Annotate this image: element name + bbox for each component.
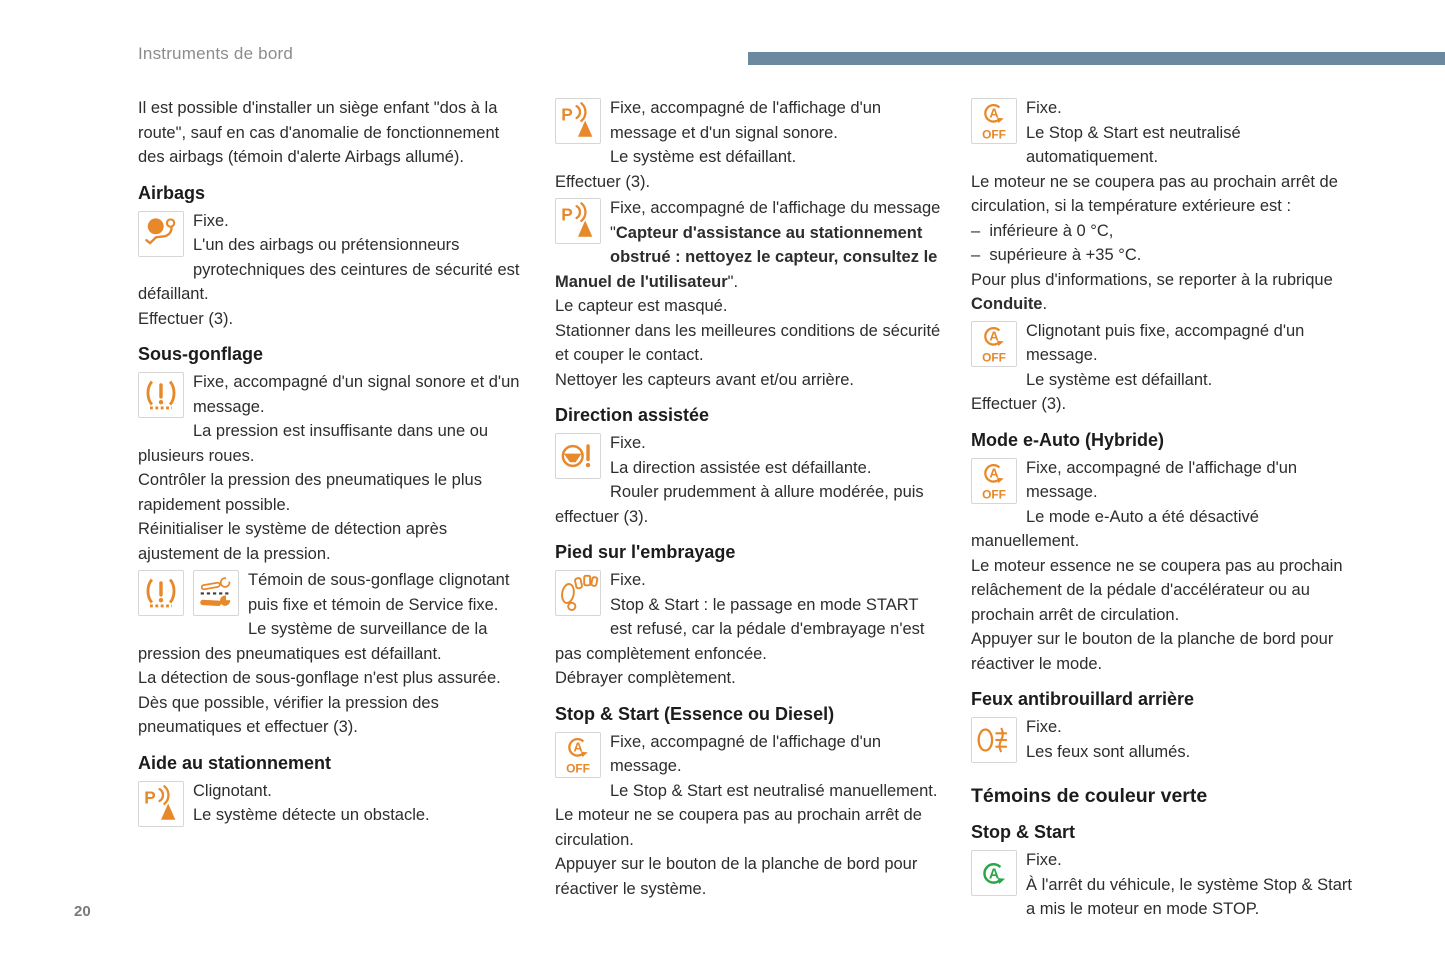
stop-start-off-icon <box>971 458 1017 504</box>
body-text: Fixe, accompagné de l'affichage d'un message. <box>610 732 882 775</box>
column-2 <box>555 96 943 903</box>
warning-entry-stop-start-auto <box>971 96 1357 317</box>
svg-text:OFF: OFF <box>982 487 1006 502</box>
body-text: Il est possible d'installer un siège enfant "dos à la route", sauf en cas d'anomalie de fonctionnement des airbags (témoin d'alerte Airbags allumé). <box>138 99 500 166</box>
warning-entry-stop-start-vert <box>971 848 1357 922</box>
svg-text:OFF: OFF <box>982 127 1006 142</box>
parking-sensor-icon <box>555 98 601 144</box>
heading-airbags: Airbags <box>138 182 206 203</box>
body-text: Clignotant puis fixe, accompagné d'un message. <box>1026 321 1305 364</box>
intro-paragraph <box>138 96 520 170</box>
body-text: Effectuer (3). <box>138 309 234 328</box>
body-text: Appuyer sur le bouton de la planche de bord pour réactiver le mode. <box>971 630 1334 673</box>
body-text: Fixe. <box>1026 718 1062 736</box>
heading-pied-embrayage: Pied sur l'embrayage <box>555 542 736 562</box>
body-text: Rouler prudemment à allure modérée, puis effectuer (3). <box>555 483 924 526</box>
stop-start-off-icon <box>555 732 601 778</box>
warning-entry-sous-gonflage-service <box>138 568 520 740</box>
body-text: Fixe, accompagné d'un signal sonore et d'un message. <box>193 373 520 416</box>
body-text: Les feux sont allumés. <box>1026 742 1191 761</box>
body-text: Le système est défaillant. <box>1026 370 1213 389</box>
body-text: Le Stop & Start est neutralisé automatiquement. <box>1026 123 1241 166</box>
heading-feux-antibrouillard: Feux antibrouillard arrière <box>971 689 1195 709</box>
heading-stop-start-vert: Stop & Start <box>971 822 1076 842</box>
service-wrench-icon <box>193 570 239 616</box>
body-text: Dès que possible, vérifier la pression des pneumatiques et effectuer (3). <box>138 693 439 736</box>
rear-fog-light-icon <box>971 717 1017 763</box>
svg-text:A: A <box>989 105 999 121</box>
body-text: Stationner dans les meilleures conditions de sécurité et couper le contact. <box>555 321 941 364</box>
tire-underinflation-icon <box>138 372 184 418</box>
body-text: – supérieure à +35 °C. <box>971 246 1142 264</box>
warning-entry-aide-stationnement <box>138 779 520 832</box>
page-header-title: Instruments de bord <box>138 44 293 63</box>
svg-text:A: A <box>573 739 583 755</box>
stop-start-active-icon <box>971 850 1017 896</box>
airbag-warning-icon <box>138 211 184 257</box>
heading-stop-start-essence-diesel: Stop & Start (Essence ou Diesel) <box>555 703 835 724</box>
page-number: 20 <box>74 903 91 920</box>
body-text: Pour plus d'informations, se reporter à la rubrique Conduite. <box>971 270 1333 313</box>
heading-temoins-verts: Témoins de couleur verte <box>971 785 1208 807</box>
svg-text:P: P <box>144 787 156 808</box>
stop-start-off-icon <box>971 321 1017 367</box>
svg-text:A: A <box>988 866 1000 883</box>
heading-aide-stationnement: Aide au stationnement <box>138 752 332 773</box>
warning-entry-pied-embrayage <box>555 568 943 691</box>
body-text: Appuyer sur le bouton de la planche de bord pour réactiver le système. <box>555 855 918 898</box>
body-text: Fixe, accompagné de l'affichage du message "Capteur d'assistance au stationnement obstrué : nettoyez le capteur, consultez le Manuel de l'utilisateur". <box>555 199 941 291</box>
body-text: Effectuer (3). <box>555 172 651 191</box>
svg-text:P: P <box>561 104 573 125</box>
svg-text:A: A <box>989 465 999 481</box>
body-text: Fixe, accompagné de l'affichage d'un message et d'un signal sonore. <box>610 99 882 142</box>
body-text: Le moteur essence ne se coupera pas au prochain relâchement de la pédale d'accélérateur ou au prochain arrêt de circulation. <box>971 556 1343 624</box>
warning-entry-direction-assistee <box>555 431 943 529</box>
parking-sensor-icon <box>555 198 601 244</box>
heading-direction-assistee: Direction assistée <box>555 405 710 425</box>
column-1 <box>138 96 520 834</box>
body-text: À l'arrêt du véhicule, le système Stop & Start a mis le moteur en mode STOP. <box>1026 875 1352 918</box>
body-text: Fixe. <box>1026 851 1062 869</box>
tire-underinflation-icon <box>138 570 184 616</box>
body-text: Témoin de sous-gonflage clignotant puis fixe et témoin de Service fixe. <box>248 571 510 614</box>
body-text: Fixe. <box>610 571 646 589</box>
body-text: Le moteur ne se coupera pas au prochain arrêt de circulation, si la température extérieure est : <box>971 172 1338 215</box>
column-3 <box>971 96 1357 924</box>
warning-entry-mode-e-auto <box>971 456 1357 677</box>
warning-entry-sous-gonflage <box>138 370 520 566</box>
body-text: Réinitialiser le système de détection après ajustement de la pression. <box>138 520 448 563</box>
heading-mode-e-auto: Mode e-Auto (Hybride) <box>971 429 1164 450</box>
svg-text:A: A <box>989 328 999 344</box>
body-text: Effectuer (3). <box>971 395 1067 413</box>
stop-start-off-icon <box>971 98 1017 144</box>
body-text: L'un des airbags ou prétensionneurs pyrotechniques des ceintures de sécurité est défaillant. <box>138 236 520 303</box>
warning-entry-airbags <box>138 209 520 332</box>
heading-sous-gonflage: Sous-gonflage <box>138 344 263 364</box>
body-text: Le Stop & Start est neutralisé manuellement. <box>610 781 938 800</box>
body-text: Fixe. <box>610 434 646 452</box>
warning-entry-stop-start-defaut <box>971 319 1357 417</box>
body-text: Le système de surveillance de la pression des pneumatiques est défaillant. <box>138 620 488 663</box>
clutch-pedal-icon <box>555 570 601 616</box>
body-text: Le capteur est masqué. <box>555 297 728 315</box>
body-text: Débrayer complètement. <box>555 669 736 687</box>
warning-entry-stop-start-manuel <box>555 730 943 902</box>
body-text: Le mode e-Auto a été désactivé manuellement. <box>971 507 1259 550</box>
body-text: La détection de sous-gonflage n'est plus assurée. <box>138 669 501 687</box>
svg-text:P: P <box>561 204 573 225</box>
body-text: Le moteur ne se coupera pas au prochain arrêt de circulation. <box>555 806 922 849</box>
svg-text:OFF: OFF <box>982 350 1006 365</box>
body-text: Clignotant. <box>193 781 272 800</box>
body-text: La direction assistée est défaillante. <box>610 458 872 477</box>
body-text: Fixe. <box>193 211 229 230</box>
body-text: Le système est défaillant. <box>610 148 797 166</box>
header-accent-bar <box>748 52 1445 65</box>
body-text: – inférieure à 0 °C, <box>971 221 1114 240</box>
warning-entry-feux-antibrouillard <box>971 715 1357 768</box>
body-text: Le système détecte un obstacle. <box>193 806 430 824</box>
body-text: Fixe, accompagné de l'affichage d'un message. <box>1026 458 1298 501</box>
svg-text:OFF: OFF <box>566 761 590 776</box>
body-text: Fixe. <box>1026 99 1062 117</box>
warning-entry-parking-defaut <box>555 96 943 194</box>
body-text: La pression est insuffisante dans une ou plusieurs roues. <box>138 422 489 465</box>
warning-entry-parking-obstrue <box>555 196 943 392</box>
body-text: Nettoyer les capteurs avant et/ou arrière. <box>555 370 854 389</box>
body-text: Stop & Start : le passage en mode START est refusé, car la pédale d'embrayage n'est pas complètement enfoncée. <box>555 595 925 663</box>
parking-sensor-icon <box>138 781 184 827</box>
power-steering-warning-icon <box>555 433 601 479</box>
body-text: Contrôler la pression des pneumatiques le plus rapidement possible. <box>138 471 482 514</box>
